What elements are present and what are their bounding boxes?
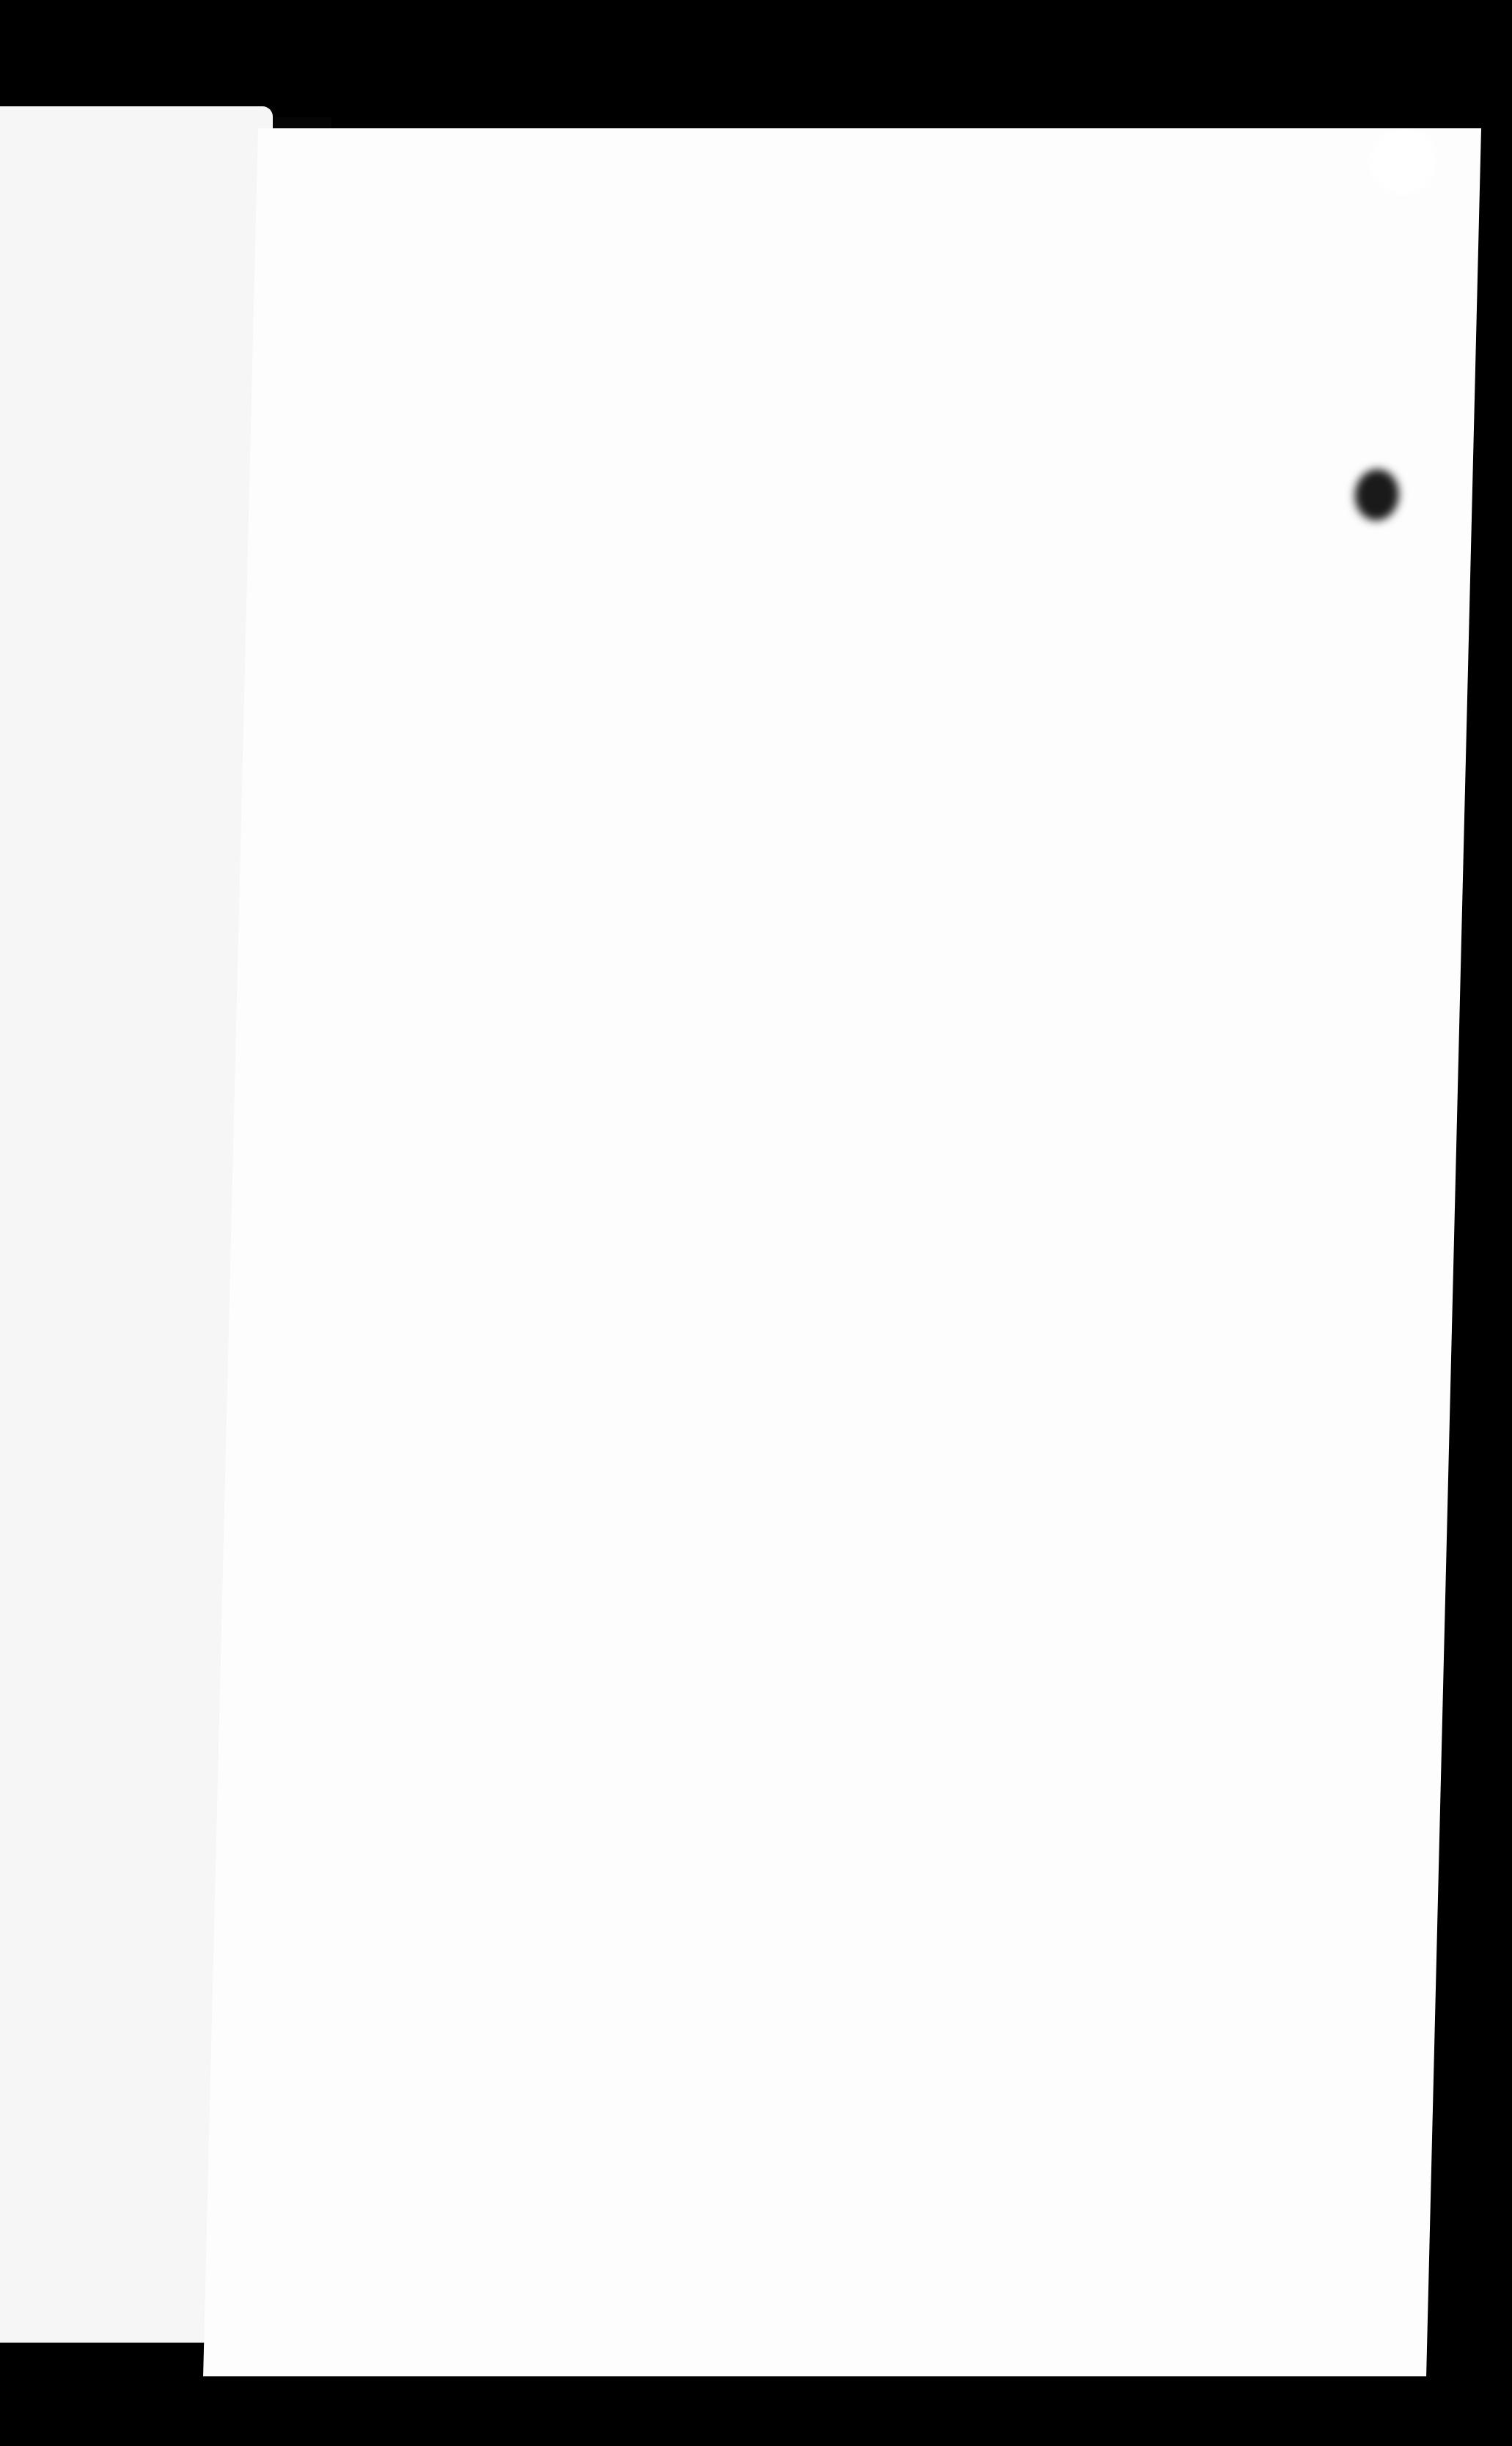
text-line [316, 1004, 1403, 1059]
text-line [301, 1605, 1388, 1660]
text-line [318, 950, 1404, 1005]
book-page [203, 128, 1481, 2376]
text-line [315, 1059, 1401, 1114]
text-line [313, 1113, 1400, 1168]
page-header [253, 297, 1478, 348]
text-line [298, 1769, 1384, 1824]
text-line [324, 676, 1411, 731]
body-text [296, 348, 1419, 1878]
text-line [304, 1496, 1391, 1551]
text-line [332, 348, 1419, 403]
text-line [327, 567, 1414, 622]
text-line [323, 731, 1409, 786]
text-line [312, 1168, 1399, 1223]
text-line [307, 1387, 1393, 1441]
text-line [321, 785, 1408, 840]
text-line [329, 458, 1416, 513]
text-line [311, 1222, 1398, 1277]
text-line [296, 1824, 1383, 1878]
text-line [308, 1332, 1395, 1387]
text-line [300, 1659, 1387, 1714]
text-line [328, 513, 1414, 568]
text-line [331, 403, 1417, 458]
text-line [309, 1277, 1396, 1332]
text-line [303, 1550, 1390, 1605]
text-line [320, 840, 1406, 895]
text-line [305, 1441, 1392, 1496]
text-line [326, 622, 1412, 677]
text-line [298, 1714, 1385, 1769]
paper-hole [1370, 128, 1437, 194]
text-line [319, 895, 1406, 950]
